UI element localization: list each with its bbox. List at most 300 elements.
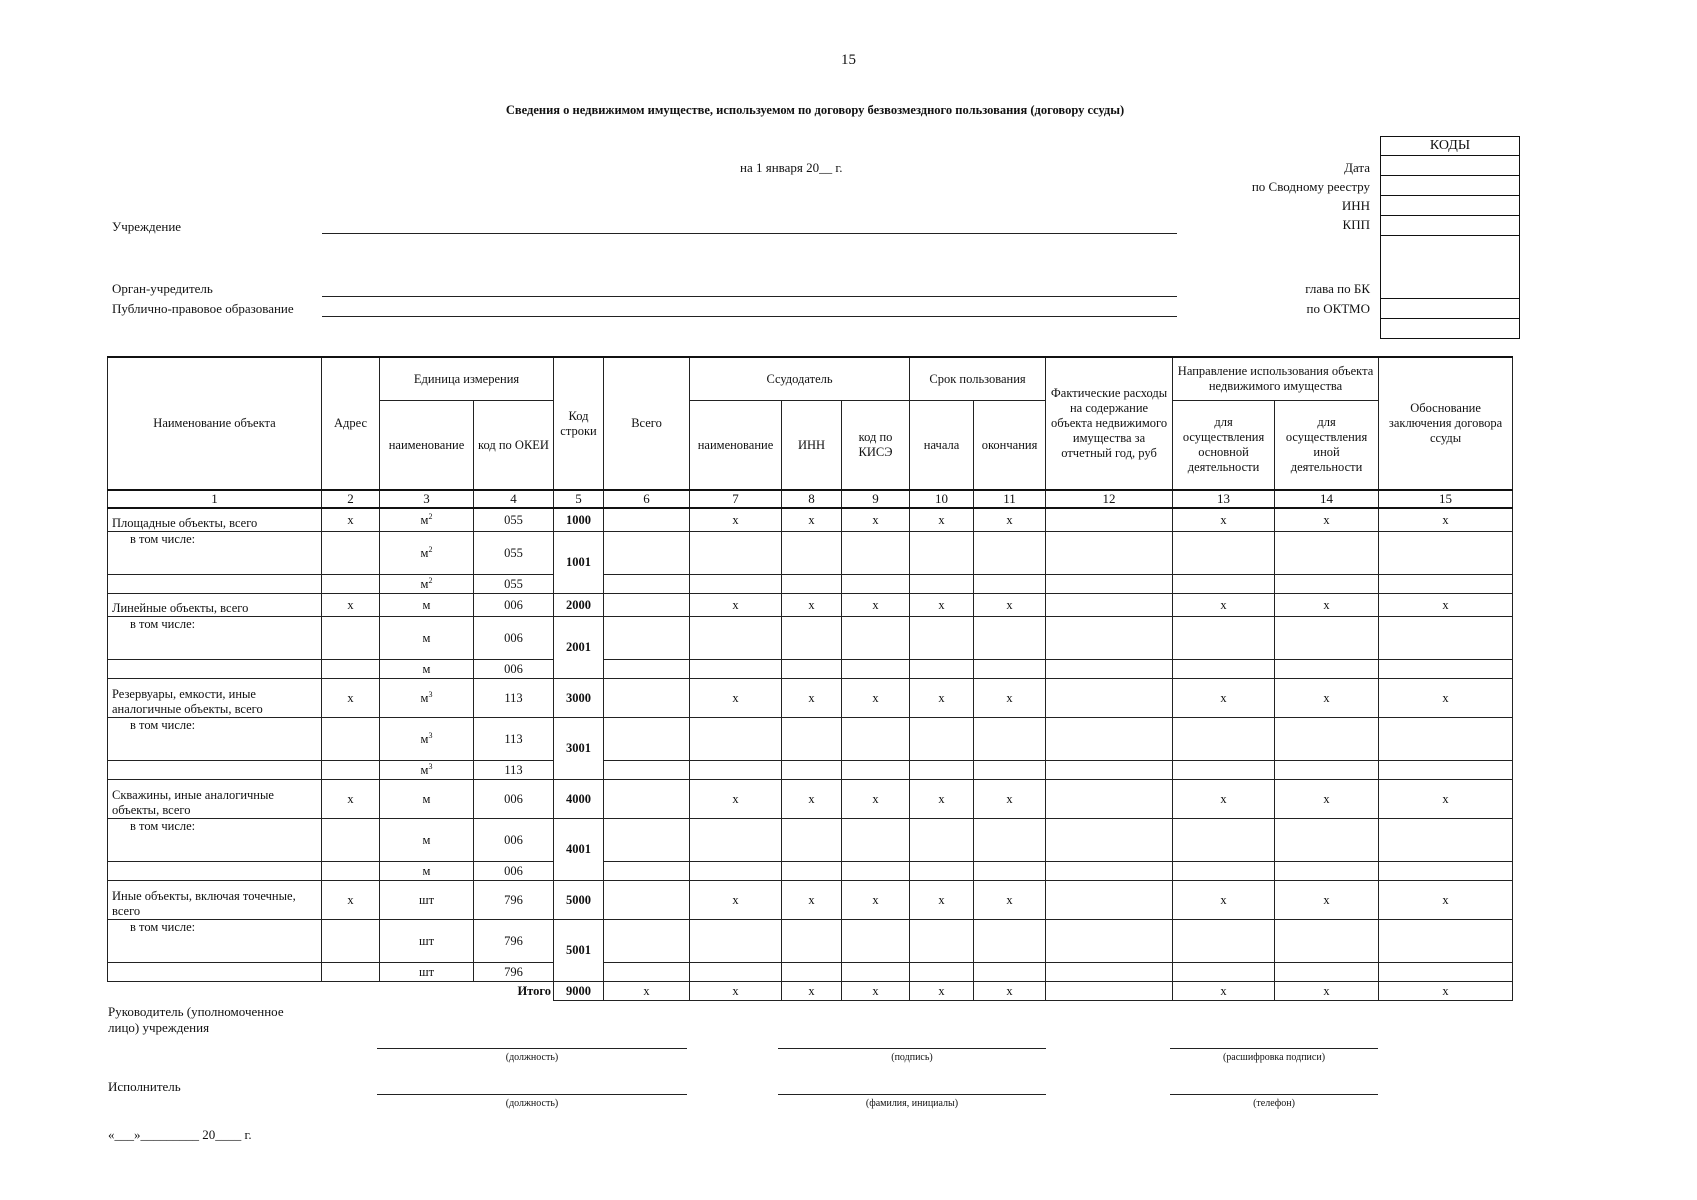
unit-symbol: м [420, 577, 429, 592]
data-cell[interactable] [1046, 920, 1173, 963]
data-cell[interactable] [842, 617, 910, 660]
data-cell[interactable] [782, 575, 842, 594]
lender-inn-x-mark: x [782, 982, 842, 1001]
data-cell[interactable] [604, 532, 690, 575]
header-lender-kise: код по КИСЭ [842, 401, 910, 491]
header-unit: Единица измерения [380, 357, 554, 401]
column-number: 3 [380, 490, 474, 508]
direction-other-x-mark: x [1275, 594, 1379, 617]
data-cell[interactable] [690, 963, 782, 982]
data-cell[interactable] [782, 660, 842, 679]
direction-main-x-mark: x [1173, 594, 1275, 617]
data-cell[interactable] [910, 761, 974, 780]
code-bk-chapter-field[interactable] [1381, 299, 1519, 319]
total-code-cell: 9000 [554, 982, 604, 1001]
data-cell[interactable] [910, 963, 974, 982]
lender-inn-x-mark: x [782, 508, 842, 532]
okei-code-cell: 796 [474, 881, 554, 920]
data-cell[interactable] [690, 617, 782, 660]
expenses-cell[interactable] [1046, 594, 1173, 617]
basis-x-mark: x [1379, 881, 1513, 920]
header-unit-code: код по ОКЕИ [474, 401, 554, 491]
data-cell[interactable] [690, 532, 782, 575]
term-start-x-mark: x [910, 881, 974, 920]
data-cell[interactable] [910, 920, 974, 963]
lender-inn-x-mark: x [782, 881, 842, 920]
data-cell[interactable] [1379, 920, 1513, 963]
row-code-cell: 2001 [554, 617, 604, 679]
okei-code-cell: 006 [474, 617, 554, 660]
data-cell[interactable] [604, 718, 690, 761]
data-cell[interactable] [690, 819, 782, 862]
data-cell[interactable] [782, 718, 842, 761]
data-cell[interactable] [1173, 617, 1275, 660]
data-cell[interactable] [1173, 920, 1275, 963]
executor-phone-caption: (телефон) [1253, 1098, 1295, 1109]
data-cell[interactable] [974, 575, 1046, 594]
in-that-number-cell: в том числе: [108, 920, 322, 963]
address-cell[interactable] [322, 718, 380, 761]
data-cell[interactable] [1046, 862, 1173, 881]
row-code-cell: 1001 [554, 532, 604, 594]
data-cell[interactable] [1379, 532, 1513, 575]
table-row [108, 881, 1513, 920]
data-cell[interactable] [1275, 819, 1379, 862]
unit-symbol: м [422, 661, 431, 676]
address-cell[interactable] [322, 575, 380, 594]
table-row [108, 594, 1513, 617]
data-cell[interactable] [974, 718, 1046, 761]
lender-name-x-mark: x [690, 982, 782, 1001]
data-cell[interactable] [1046, 617, 1173, 660]
lender-kise-x-mark: x [842, 508, 910, 532]
address-cell[interactable] [322, 660, 380, 679]
unit-exponent: 3 [428, 761, 433, 771]
codes-box [1380, 136, 1520, 339]
data-cell[interactable] [910, 532, 974, 575]
term-start-x-mark: x [910, 508, 974, 532]
table-row [108, 617, 1513, 660]
unit-symbol: шт [418, 933, 435, 948]
data-cell[interactable] [842, 660, 910, 679]
x-mark: x [322, 679, 380, 718]
data-cell[interactable] [604, 819, 690, 862]
document-title: Сведения о недвижимом имуществе, используемом по договору безвозмездного пользования (договору ссуды) [505, 103, 1125, 117]
data-cell[interactable] [842, 575, 910, 594]
total-value-cell[interactable] [604, 508, 690, 532]
kpp-label: КПП [1342, 217, 1370, 232]
unit-name-cell [380, 862, 474, 881]
lender-kise-x-mark: x [842, 594, 910, 617]
header-direction: Направление использования объекта недвижимого имущества [1173, 357, 1379, 401]
object-name-blank[interactable] [108, 660, 322, 679]
data-cell[interactable] [910, 862, 974, 881]
executor-name-line[interactable] [778, 1094, 1046, 1095]
unit-name-cell [380, 532, 474, 575]
inn-label: ИНН [1341, 198, 1370, 213]
row-code-cell: 5001 [554, 920, 604, 982]
unit-exponent: 2 [428, 575, 433, 585]
table-row [108, 679, 1513, 718]
expenses-total-cell[interactable] [1046, 982, 1173, 1001]
header-row-code: Код строки [554, 357, 604, 490]
data-cell[interactable] [690, 761, 782, 780]
data-cell[interactable] [782, 963, 842, 982]
data-cell[interactable] [1173, 532, 1275, 575]
data-cell[interactable] [1173, 660, 1275, 679]
data-cell[interactable] [1046, 575, 1173, 594]
lender-inn-x-mark: x [782, 594, 842, 617]
unit-symbol: шт [418, 892, 435, 907]
lender-kise-x-mark: x [842, 881, 910, 920]
in-that-number-cell: в том числе: [108, 617, 322, 660]
table-row [108, 819, 1513, 862]
okei-code-cell: 055 [474, 508, 554, 532]
unit-symbol: шт [418, 964, 435, 979]
object-name-blank[interactable] [108, 862, 322, 881]
data-cell[interactable] [1173, 963, 1275, 982]
object-name-cell: Иные объекты, включая точечные, всего [108, 881, 322, 920]
public-entity-label: Публично-правовое образование [112, 301, 294, 316]
founder-label: Орган-учредитель [112, 281, 213, 296]
data-cell[interactable] [604, 862, 690, 881]
term-start-x-mark: x [910, 780, 974, 819]
code-inn-field[interactable] [1381, 196, 1519, 216]
okei-code-cell: 055 [474, 575, 554, 594]
unit-symbol: м [420, 732, 429, 747]
direction-other-x-mark: x [1275, 780, 1379, 819]
data-cell[interactable] [1046, 963, 1173, 982]
header-object-name: Наименование объекта [108, 357, 322, 490]
column-number: 11 [974, 490, 1046, 508]
total-value-cell[interactable] [604, 679, 690, 718]
code-date-field[interactable] [1381, 156, 1519, 176]
term-end-x-mark: x [974, 508, 1046, 532]
expenses-cell[interactable] [1046, 508, 1173, 532]
founder-line [322, 296, 1177, 297]
data-cell[interactable] [1173, 761, 1275, 780]
data-cell[interactable] [910, 617, 974, 660]
okei-code-cell: 006 [474, 594, 554, 617]
row-code-cell: 4001 [554, 819, 604, 881]
head-decode-caption: (расшифровка подписи) [1222, 1052, 1326, 1063]
row-code-cell: 1000 [554, 508, 604, 532]
data-cell[interactable] [1275, 920, 1379, 963]
lender-kise-x-mark: x [842, 780, 910, 819]
term-end-x-mark: x [974, 780, 1046, 819]
object-name-blank[interactable] [108, 761, 322, 780]
row-code-cell: 3001 [554, 718, 604, 780]
term-start-x-mark: x [910, 982, 974, 1001]
column-number: 7 [690, 490, 782, 508]
okei-code-cell: 006 [474, 819, 554, 862]
unit-name-cell [380, 881, 474, 920]
head-signature-caption: (подпись) [891, 1052, 933, 1063]
data-cell[interactable] [974, 862, 1046, 881]
unit-symbol: м [422, 597, 431, 612]
blank [108, 982, 322, 1001]
header-lender-inn: ИНН [782, 401, 842, 491]
data-cell[interactable] [910, 660, 974, 679]
data-cell[interactable] [690, 575, 782, 594]
direction-other-x-mark: x [1275, 679, 1379, 718]
data-cell[interactable] [1379, 575, 1513, 594]
page-number: 15 [841, 52, 856, 68]
lender-name-x-mark: x [690, 780, 782, 819]
table-row [108, 508, 1513, 532]
property-table [107, 356, 1513, 1001]
address-cell[interactable] [322, 761, 380, 780]
row-code-cell: 4000 [554, 780, 604, 819]
data-cell[interactable] [1275, 575, 1379, 594]
data-cell[interactable] [974, 660, 1046, 679]
total-row [108, 982, 1513, 1001]
unit-name-cell [380, 594, 474, 617]
okei-code-cell: 113 [474, 761, 554, 780]
total-value-cell[interactable] [604, 780, 690, 819]
column-number: 5 [554, 490, 604, 508]
okei-code-cell: 796 [474, 963, 554, 982]
term-end-x-mark: x [974, 679, 1046, 718]
data-cell[interactable] [974, 532, 1046, 575]
data-cell[interactable] [842, 761, 910, 780]
data-cell[interactable] [910, 718, 974, 761]
okei-code-cell: 113 [474, 718, 554, 761]
unit-symbol: м [422, 832, 431, 847]
data-cell[interactable] [1275, 761, 1379, 780]
lender-name-x-mark: x [690, 508, 782, 532]
unit-symbol: м [422, 863, 431, 878]
header-direction-main: для осуществления основной деятельности [1173, 401, 1275, 491]
direction-main-x-mark: x [1173, 881, 1275, 920]
data-cell[interactable] [604, 963, 690, 982]
table-row [108, 575, 1513, 594]
lender-name-x-mark: x [690, 679, 782, 718]
okei-code-cell: 006 [474, 660, 554, 679]
term-end-x-mark: x [974, 594, 1046, 617]
unit-exponent: 2 [428, 544, 433, 554]
table-row [108, 862, 1513, 881]
code-kpp-field[interactable] [1381, 216, 1519, 236]
data-cell[interactable] [842, 862, 910, 881]
table-row [108, 963, 1513, 982]
expenses-cell[interactable] [1046, 679, 1173, 718]
data-cell[interactable] [690, 718, 782, 761]
column-number: 9 [842, 490, 910, 508]
data-cell[interactable] [782, 761, 842, 780]
term-end-x-mark: x [974, 982, 1046, 1001]
data-cell[interactable] [1275, 532, 1379, 575]
executor-position-caption: (должность) [505, 1098, 559, 1109]
basis-x-mark: x [1379, 594, 1513, 617]
head-position-line[interactable] [377, 1048, 687, 1049]
data-cell[interactable] [604, 617, 690, 660]
executor-position-line[interactable] [377, 1094, 687, 1095]
column-number: 13 [1173, 490, 1275, 508]
object-name-blank[interactable] [108, 575, 322, 594]
data-cell[interactable] [1275, 963, 1379, 982]
data-cell[interactable] [974, 761, 1046, 780]
data-cell[interactable] [1379, 718, 1513, 761]
lender-kise-x-mark: x [842, 982, 910, 1001]
data-cell[interactable] [690, 660, 782, 679]
data-cell[interactable] [1046, 718, 1173, 761]
header-direction-other: для осуществления иной деятельности [1275, 401, 1379, 491]
unit-name-cell [380, 780, 474, 819]
object-name-blank[interactable] [108, 963, 322, 982]
data-cell[interactable] [910, 575, 974, 594]
address-cell[interactable] [322, 862, 380, 881]
unit-name-cell [380, 819, 474, 862]
total-value-cell[interactable] [604, 881, 690, 920]
unit-name-cell [380, 718, 474, 761]
data-cell[interactable] [1275, 862, 1379, 881]
column-number: 6 [604, 490, 690, 508]
data-cell[interactable] [842, 819, 910, 862]
column-number: 12 [1046, 490, 1173, 508]
data-cell[interactable] [974, 920, 1046, 963]
unit-name-cell [380, 575, 474, 594]
total-value-cell[interactable] [604, 594, 690, 617]
total-x-mark: x [604, 982, 690, 1001]
registry-label: по Сводному реестру [1251, 179, 1370, 194]
unit-name-cell [380, 679, 474, 718]
head-signature-line[interactable] [778, 1048, 1046, 1049]
lender-inn-x-mark: x [782, 780, 842, 819]
header-total: Всего [604, 357, 690, 490]
okei-code-cell: 006 [474, 780, 554, 819]
data-cell[interactable] [1379, 963, 1513, 982]
data-cell[interactable] [1275, 718, 1379, 761]
header-unit-name: наименование [380, 401, 474, 491]
direction-main-x-mark: x [1173, 982, 1275, 1001]
header-address: Адрес [322, 357, 380, 490]
data-cell[interactable] [842, 963, 910, 982]
data-cell[interactable] [782, 617, 842, 660]
data-cell[interactable] [690, 862, 782, 881]
address-cell[interactable] [322, 617, 380, 660]
okei-code-cell: 796 [474, 920, 554, 963]
data-cell[interactable] [1173, 819, 1275, 862]
table-body [108, 508, 1513, 1001]
codes-header: КОДЫ [1381, 137, 1519, 156]
unit-symbol: м [420, 513, 429, 528]
data-cell[interactable] [1046, 761, 1173, 780]
data-cell[interactable] [782, 532, 842, 575]
data-cell[interactable] [1275, 617, 1379, 660]
head-position-caption: (должность) [505, 1052, 559, 1063]
expenses-cell[interactable] [1046, 881, 1173, 920]
data-cell[interactable] [842, 532, 910, 575]
code-registry-field[interactable] [1381, 176, 1519, 196]
public-entity-line [322, 316, 1177, 317]
head-decode-line[interactable] [1170, 1048, 1378, 1049]
data-cell[interactable] [1046, 532, 1173, 575]
header-lender-name: наименование [690, 401, 782, 491]
data-cell[interactable] [1173, 718, 1275, 761]
bk-chapter-label: глава по БК [1305, 281, 1370, 296]
data-cell[interactable] [1275, 660, 1379, 679]
data-cell[interactable] [1379, 862, 1513, 881]
expenses-cell[interactable] [1046, 780, 1173, 819]
unit-name-cell [380, 963, 474, 982]
data-cell[interactable] [974, 819, 1046, 862]
address-cell[interactable] [322, 532, 380, 575]
basis-x-mark: x [1379, 679, 1513, 718]
code-blank-field[interactable] [1381, 236, 1519, 299]
direction-other-x-mark: x [1275, 982, 1379, 1001]
data-cell[interactable] [782, 920, 842, 963]
header-basis: Обоснование заключения договора ссуды [1379, 357, 1513, 490]
data-cell[interactable] [1379, 617, 1513, 660]
address-cell[interactable] [322, 963, 380, 982]
data-cell[interactable] [1173, 862, 1275, 881]
basis-x-mark: x [1379, 982, 1513, 1001]
row-code-cell: 5000 [554, 881, 604, 920]
data-cell[interactable] [604, 761, 690, 780]
column-number: 1 [108, 490, 322, 508]
data-cell[interactable] [1379, 819, 1513, 862]
direction-other-x-mark: x [1275, 508, 1379, 532]
table-row [108, 761, 1513, 780]
direction-main-x-mark: x [1173, 508, 1275, 532]
executor-phone-line[interactable] [1170, 1094, 1378, 1095]
code-oktmo-field[interactable] [1381, 319, 1519, 338]
x-mark: x [322, 780, 380, 819]
executor-label: Исполнитель [108, 1079, 181, 1094]
column-number: 2 [322, 490, 380, 508]
data-cell[interactable] [842, 718, 910, 761]
table-row [108, 718, 1513, 761]
column-number: 8 [782, 490, 842, 508]
unit-symbol: м [420, 763, 429, 778]
unit-symbol: м [420, 546, 429, 561]
data-cell[interactable] [1046, 819, 1173, 862]
data-cell[interactable] [604, 920, 690, 963]
in-that-number-cell: в том числе: [108, 819, 322, 862]
institution-line [322, 233, 1177, 234]
header-term-start: начала [910, 401, 974, 491]
data-cell[interactable] [1046, 660, 1173, 679]
unit-symbol: м [422, 791, 431, 806]
lender-inn-x-mark: x [782, 679, 842, 718]
data-cell[interactable] [782, 819, 842, 862]
data-cell[interactable] [1379, 660, 1513, 679]
data-cell[interactable] [604, 575, 690, 594]
address-cell[interactable] [322, 819, 380, 862]
okei-code-cell: 055 [474, 532, 554, 575]
data-cell[interactable] [974, 617, 1046, 660]
unit-exponent: 2 [428, 511, 433, 521]
column-number: 15 [1379, 490, 1513, 508]
data-cell[interactable] [604, 660, 690, 679]
data-cell[interactable] [974, 963, 1046, 982]
data-cell[interactable] [842, 920, 910, 963]
data-cell[interactable] [910, 819, 974, 862]
address-cell[interactable] [322, 920, 380, 963]
oktmo-label: по ОКТМО [1306, 301, 1370, 316]
data-cell[interactable] [1173, 575, 1275, 594]
report-date: на 1 января 20__ г. [740, 160, 843, 175]
signature-date: «___»_________ 20____ г. [108, 1127, 252, 1142]
data-cell[interactable] [690, 920, 782, 963]
blank [380, 982, 474, 1001]
unit-exponent: 3 [428, 730, 433, 740]
data-cell[interactable] [1379, 761, 1513, 780]
object-name-cell: Площадные объекты, всего [108, 508, 322, 532]
direction-main-x-mark: x [1173, 679, 1275, 718]
data-cell[interactable] [782, 862, 842, 881]
